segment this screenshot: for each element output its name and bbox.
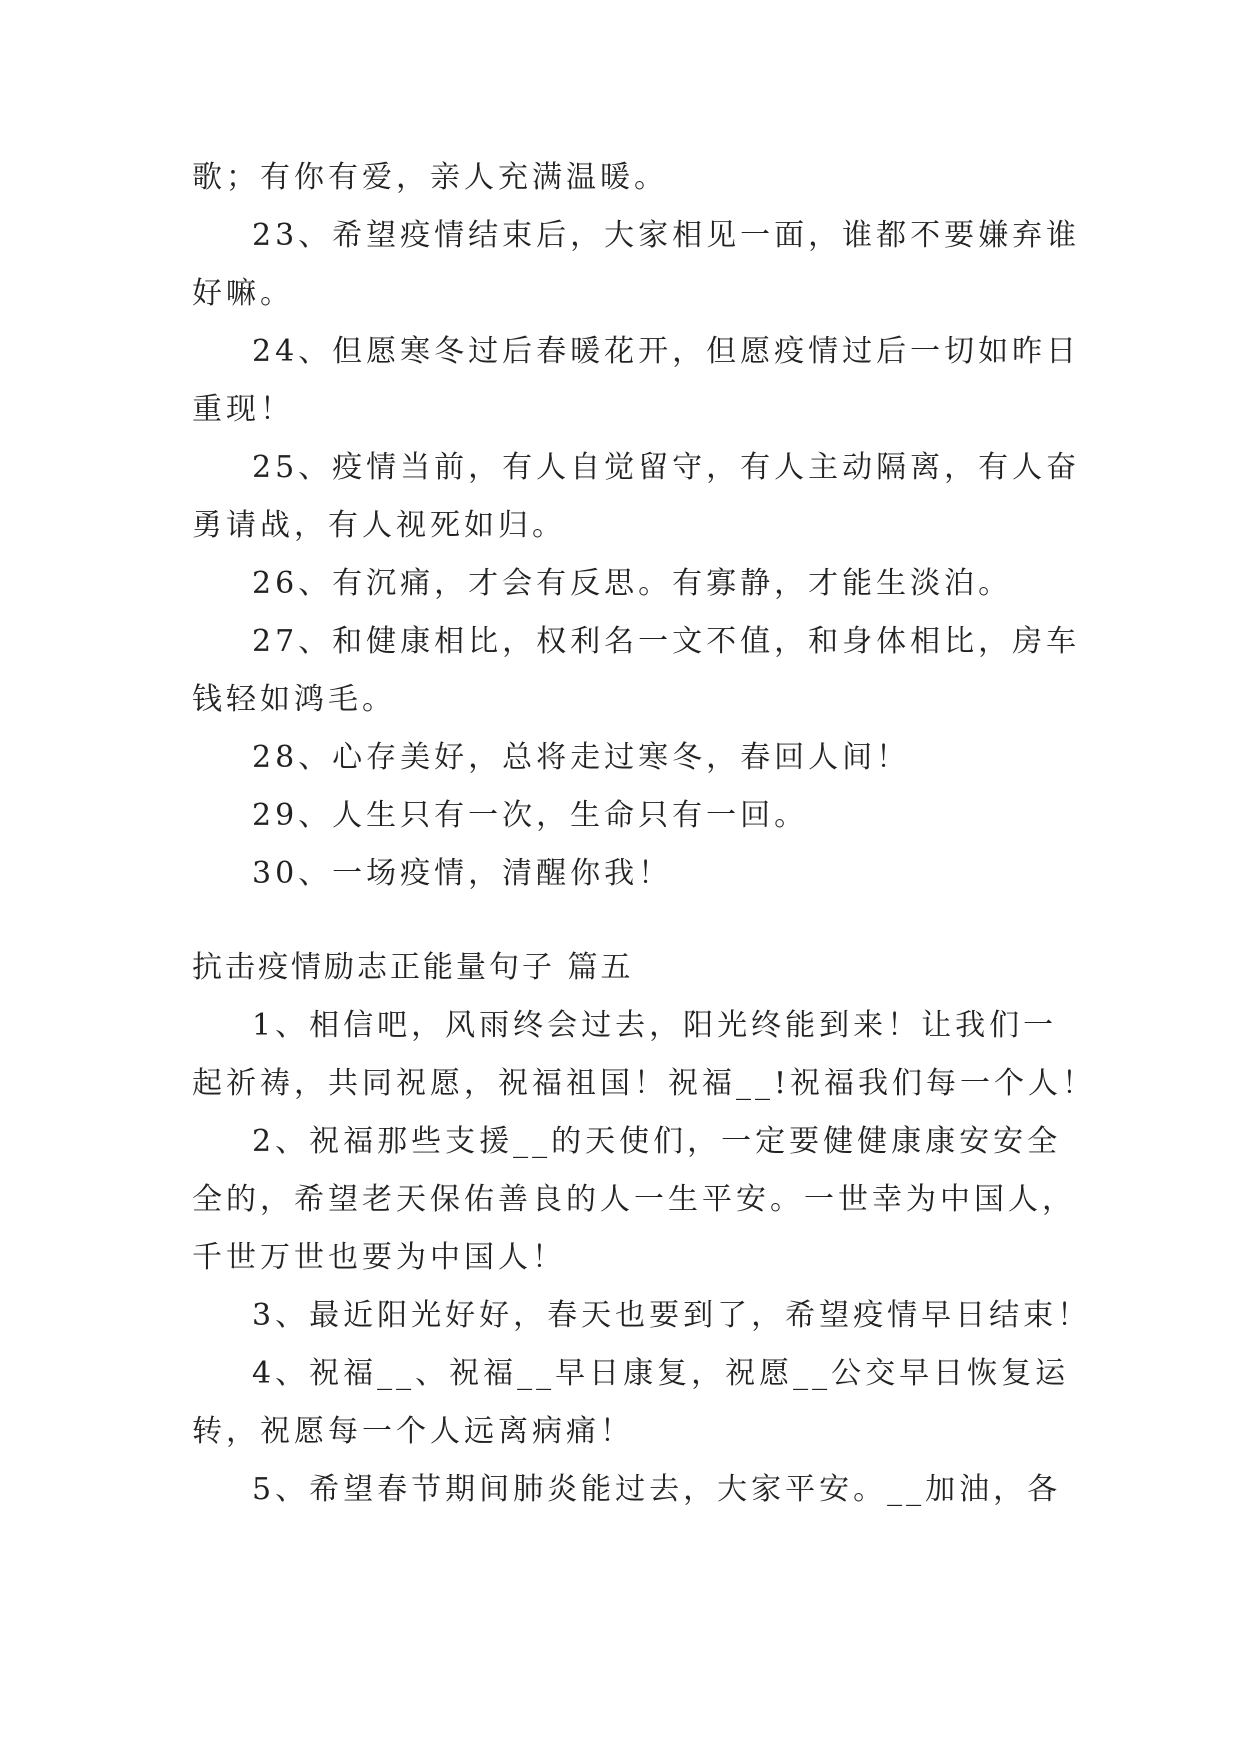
list-item-3: 3、最近阳光好好，春天也要到了，希望疫情早日结束！ [252,1298,1092,1333]
list-item-23: 23、希望疫情结束后，大家相见一面，谁都不要嫌弃谁 [252,218,1081,253]
list-item-5: 5、希望春节期间肺炎能过去，大家平安。__加油，各 [252,1472,1062,1507]
text-line: 钱轻如鸿毛。 [192,682,396,717]
text-line: 好嘛。 [192,276,294,311]
text-line: 歌；有你有爱，亲人充满温暖。 [192,160,668,195]
section-spacer [192,912,1052,948]
list-item-4: 4、祝福__、祝福__早日康复，祝愿__公交早日恢复运 [252,1356,1070,1391]
text-line: 转，祝愿每一个人远离病痛！ [192,1414,634,1449]
list-item-2: 2、祝福那些支援__的天使们，一定要健健康康安安全 [252,1124,1062,1159]
section-heading: 抗击疫情励志正能量句子 篇五 [192,950,634,985]
list-item-27: 27、和健康相比，权利名一文不值，和身体相比，房车 [252,624,1081,659]
text-line: 千世万世也要为中国人！ [192,1240,566,1275]
list-item-26: 26、有沉痛，才会有反思。有寡静，才能生淡泊。 [252,566,1013,601]
list-item-30: 30、一场疫情，清醒你我！ [252,856,673,891]
list-item-29: 29、人生只有一次，生命只有一回。 [252,798,809,833]
text-line: 勇请战，有人视死如归。 [192,508,566,543]
list-item-1: 1、相信吧，风雨终会过去，阳光终能到来！让我们一 [252,1008,1058,1043]
text-line: 起祈祷，共同祝愿，祝福祖国！祝福__!祝福我们每一个人！ [192,1066,1097,1101]
list-item-28: 28、心存美好，总将走过寒冬，春回人间！ [252,740,911,775]
document-body [192,158,1097,1528]
list-item-25: 25、疫情当前，有人自觉留守，有人主动隔离，有人奋 [252,450,1081,485]
list-item-24: 24、但愿寒冬过后春暖花开，但愿疫情过后一切如昨日 [252,334,1081,369]
text-line: 重现！ [192,392,294,427]
text-line: 全的，希望老天保佑善良的人一生平安。一世幸为中国人， [192,1182,1076,1217]
